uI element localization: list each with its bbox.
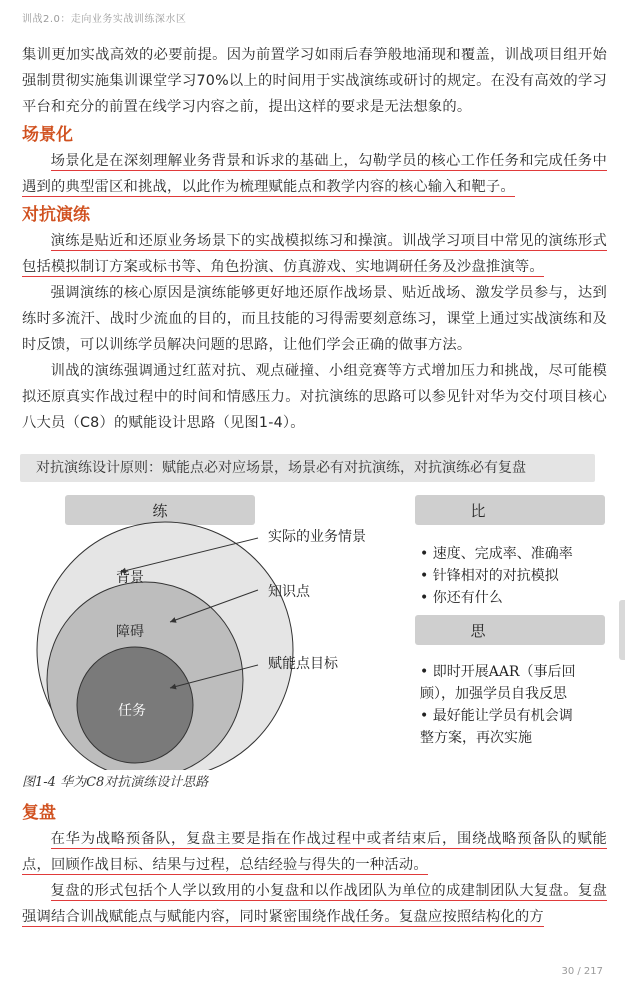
paragraph-review-form [22, 878, 607, 930]
paragraph-drill [22, 228, 607, 280]
practice-box-label: 练 [152, 502, 168, 520]
running-header: 训战2.0：走向业务实战训练深水区 [22, 14, 187, 25]
compare-box [415, 495, 605, 525]
paragraph-scene [22, 148, 607, 200]
scroll-handle[interactable] [619, 600, 625, 660]
think-item-3: • 最好能让学员有机会调 [420, 708, 573, 724]
circle-task-label: 任务 [118, 703, 146, 719]
highlight-review: 在华为战略预备队，复盘主要是指在作战过程中或者结束后，围绕战略预备队的赋能点，回顾作战目标、结果与过程，总结经验与得失的一种活动。 [22, 831, 607, 873]
think-box-label: 思 [470, 622, 486, 640]
think-box [415, 615, 605, 645]
highlight-review-form: 复盘的形式包括个人学以致用的小复盘和以作战团队为单位的成建制团队大复盘。复盘强调结合训战赋能点与赋能内容，同时紧密围绕作战任务。复盘应按照结构化的方 [22, 883, 607, 925]
compare-item-1: • 速度、完成率、准确率 [420, 546, 573, 562]
heading-scene: 场景化 [22, 125, 73, 145]
label-knowledge: 知识点 [268, 584, 310, 600]
label-enablement-goal: 赋能点目标 [268, 656, 338, 672]
paragraph-review [22, 826, 607, 878]
compare-item-3: • 你还有什么 [420, 590, 503, 606]
heading-review: 复盘 [22, 803, 56, 823]
figure-caption: 图1-4 华为C8对抗演练设计思路 [22, 775, 209, 790]
paragraph-intro: 集训更加实战高效的必要前提。因为前置学习如雨后春笋般地涌现和覆盖，训战项目组开始强制贯彻实施集训课堂学习70%以上的时间用于实战演练或研讨的规定。在没有高效的学习平台和充分的前置在线学习内容之前，提出这样的要求是无法想象的。 [22, 47, 607, 115]
page-body-review [22, 798, 607, 930]
paragraph-drill-reason: 强调演练的核心原因是演练能够更好地还原作战场景、贴近战场、激发学员参与，达到练时多流汗、战时少流血的目的，而且技能的习得需要刻意练习，课堂上通过实战演练和及时反馈，可以训练学员解决问题的思路，让他们学会正确的做事方法。 [22, 285, 607, 353]
page-body [22, 42, 607, 436]
figure-banner: 对抗演练设计原则：赋能点必对应场景，场景必有对抗演练，对抗演练必有复盘 [20, 454, 595, 482]
think-item-1: • 即时开展AAR（事后回 [420, 664, 576, 680]
circle-background-label: 背景 [116, 570, 144, 586]
compare-box-label: 比 [470, 502, 486, 520]
highlight-scene: 场景化是在深刻理解业务背景和诉求的基础上，勾勒学员的核心工作任务和完成任务中遇到的典型雷区和挑战，以此作为梳理赋能点和教学内容的核心输入和靶子。 [22, 153, 607, 195]
think-item-2: 顾），加强学员自我反思 [420, 686, 567, 702]
label-business-scene: 实际的业务情景 [268, 529, 366, 545]
circle-obstacle-label: 障碍 [116, 624, 144, 640]
figure-drill-design [20, 450, 605, 780]
think-item-4: 整方案，再次实施 [420, 730, 532, 746]
page-indicator: 30 / 217 [561, 966, 603, 977]
figure-diagram [20, 450, 605, 770]
compare-item-2: • 针锋相对的对抗模拟 [420, 568, 559, 584]
heading-drill: 对抗演练 [22, 205, 90, 225]
paragraph-drill-pressure: 训战的演练强调通过红蓝对抗、观点碰撞、小组竞赛等方式增加压力和挑战，尽可能模拟还原真实作战过程中的时间和情感压力。对抗演练的思路可以参见针对华为交付项目核心八大员（C8）的赋能设计思路（见图1-4）。 [22, 363, 607, 431]
highlight-drill: 演练是贴近和还原业务场景下的实战模拟练习和操演。训战学习项目中常见的演练形式包括模拟制订方案或标书等、角色扮演、仿真游戏、实地调研任务及沙盘推演等。 [22, 233, 607, 275]
